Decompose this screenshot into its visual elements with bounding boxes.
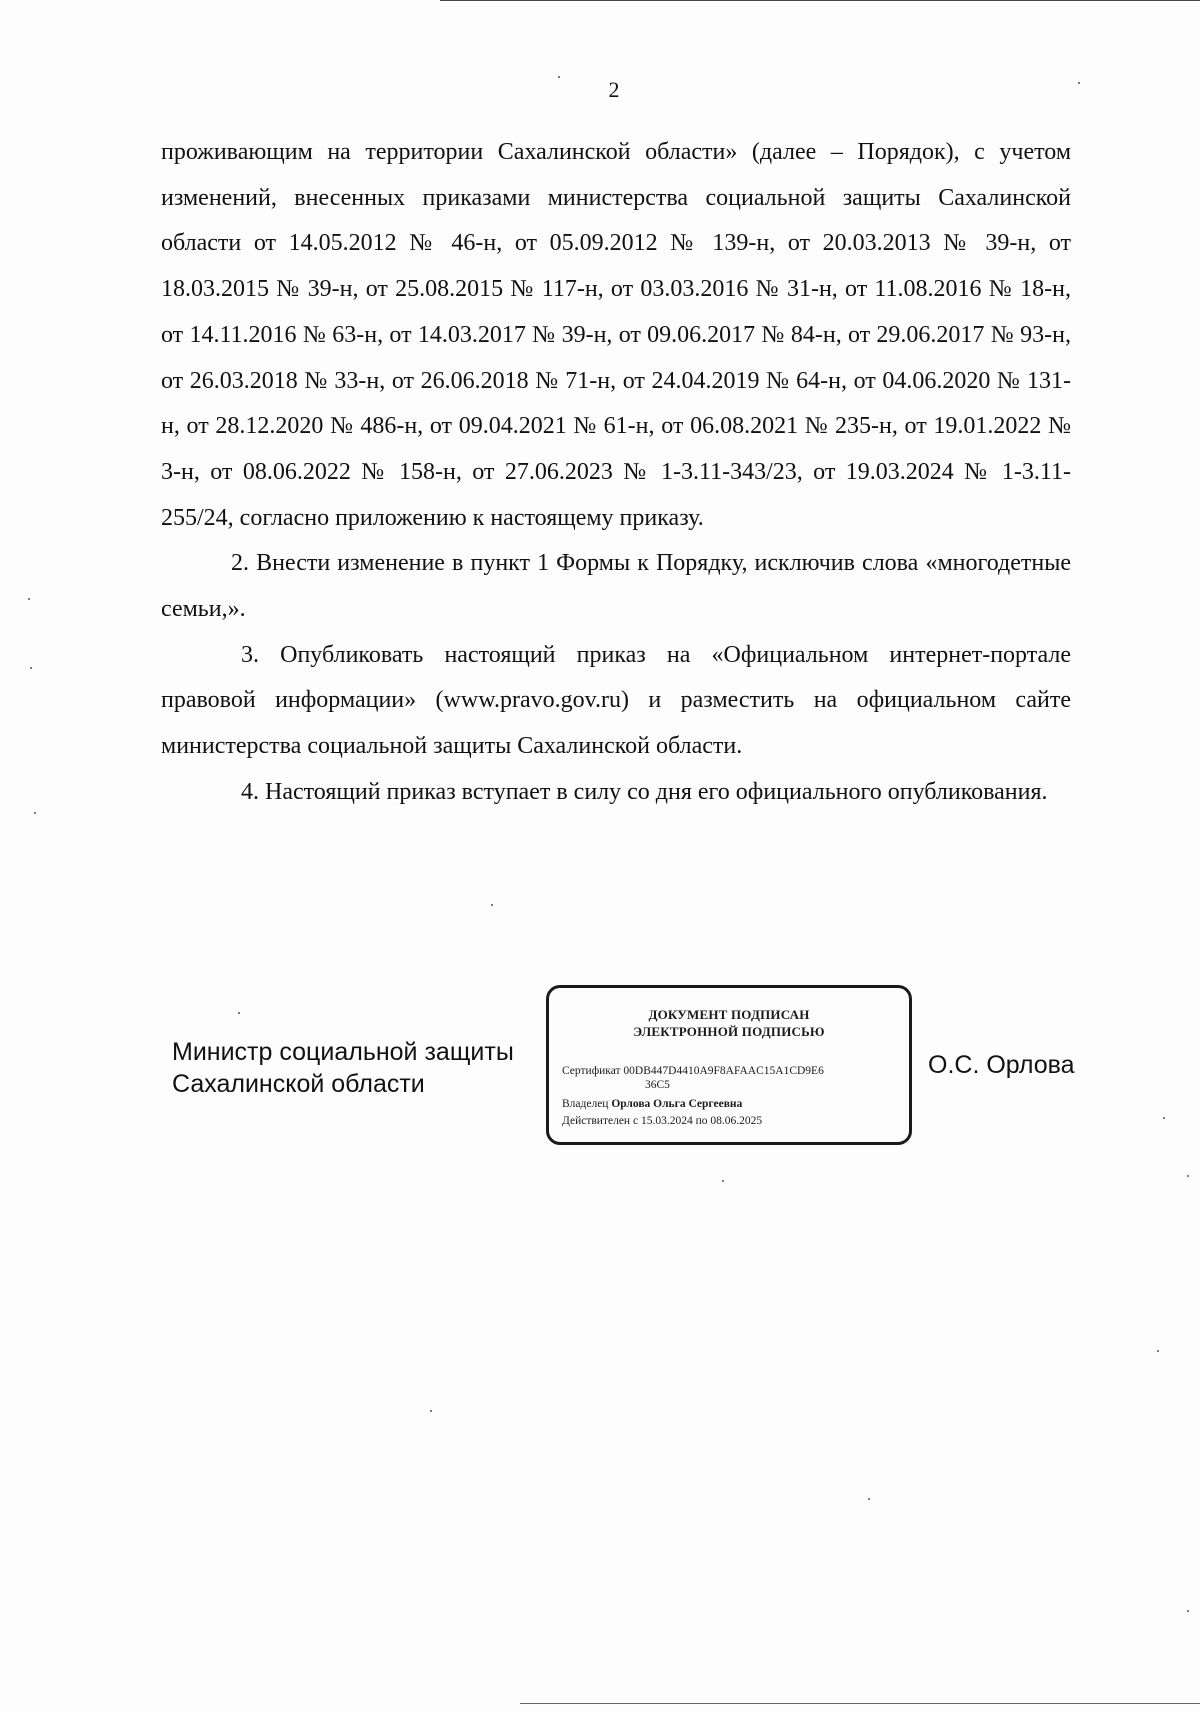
stamp-heading-line-1: ДОКУМЕНТ ПОДПИСАН: [648, 1007, 810, 1022]
stamp-certificate: [562, 1064, 824, 1078]
document-body: [161, 130, 1071, 816]
scan-speck: [558, 76, 560, 78]
paragraph-item-4: 4. Настоящий приказ вступает в силу со дня его официального опубликования.: [241, 778, 1048, 805]
stamp-certificate-value: 00DB447D4410A9F8AFAAC15A1CD9E6: [623, 1065, 824, 1077]
signer-position: [172, 1036, 542, 1100]
scan-speck: [722, 1180, 724, 1182]
paragraph-continuation: проживающим на территории Сахалинской области» (далее – Порядок), с учетом изменений, внесенных приказами министерства социальной защиты Сахалинской области от 14.05.2012 № 46-н, от 05.09.2012 № 139-н, от 20.03.2013 № 39-н, от 18.03.2015 № 39-н, от 25.08.2015 № 117-н, от 03.03.2016 № 31-н, от 11.08.2016 № 18-н, от 14.11.2016 № 63-н, от 14.03.2017 № 39-н, от 09.06.2017 № 84-н, от 29.06.2017 № 93-н, от 26.03.2018 № 33-н, от 26.06.2018 № 71-н, от 24.04.2019 № 64-н, от 04.06.2020 № 131-н, от 28.12.2020 № 486-н, от 09.04.2021 № 61-н, от 06.08.2021 № 235-н, от 19.01.2022 № 3-н, от 08.06.2022 № 158-н, от 27.06.2023 № 1-3.11-343/23, от 19.03.2024 № 1-3.11-255/24, согласно приложению к настоящему приказу.: [161, 139, 1071, 531]
scan-speck: [238, 1012, 240, 1014]
electronic-signature-stamp: [546, 985, 912, 1145]
signer-position-line-1: Министр социальной защиты: [172, 1038, 514, 1066]
scan-speck: [1157, 1350, 1159, 1352]
scan-speck: [1078, 82, 1080, 84]
scan-speck: [1163, 1117, 1165, 1119]
scan-edge-top: [440, 0, 1200, 1]
scan-speck: [430, 1410, 432, 1412]
stamp-validity: Действителен с 15.03.2024 по 08.06.2025: [562, 1115, 763, 1127]
stamp-owner: [562, 1097, 742, 1111]
stamp-heading: [549, 1006, 909, 1040]
page-number: 2: [608, 77, 620, 102]
signer-position-line-2: Сахалинской области: [172, 1070, 425, 1098]
scan-speck: [491, 904, 493, 906]
paragraph-item-3: 3. Опубликовать настоящий приказ на «Официальном интернет-портале правовой информации» (www.pravo.gov.ru) и разместить на официальном сайте министерства социальной защиты Сахалинской области.: [161, 641, 1071, 760]
scan-speck: [34, 812, 36, 814]
stamp-heading-line-2: ЭЛЕКТРОННОЙ ПОДПИСЬЮ: [633, 1024, 825, 1039]
stamp-certificate-label: Сертификат: [562, 1065, 621, 1077]
paragraph-item-2: 2. Внести изменение в пункт 1 Формы к Порядку, исключив слова «многодетные семьи,».: [161, 550, 1071, 623]
scan-speck: [1187, 1175, 1189, 1177]
scan-speck: [868, 1498, 870, 1500]
scan-speck: [1187, 1610, 1189, 1612]
stamp-owner-label: Владелец: [562, 1098, 609, 1110]
scan-edge-bottom: [520, 1703, 1200, 1704]
signer-name: О.С. Орлова: [928, 1051, 1075, 1079]
scan-speck: [28, 598, 30, 600]
stamp-certificate-continuation: 36C5: [645, 1079, 670, 1091]
scan-speck: [30, 667, 32, 669]
stamp-owner-value: Орлова Ольга Сергеевна: [611, 1098, 743, 1110]
